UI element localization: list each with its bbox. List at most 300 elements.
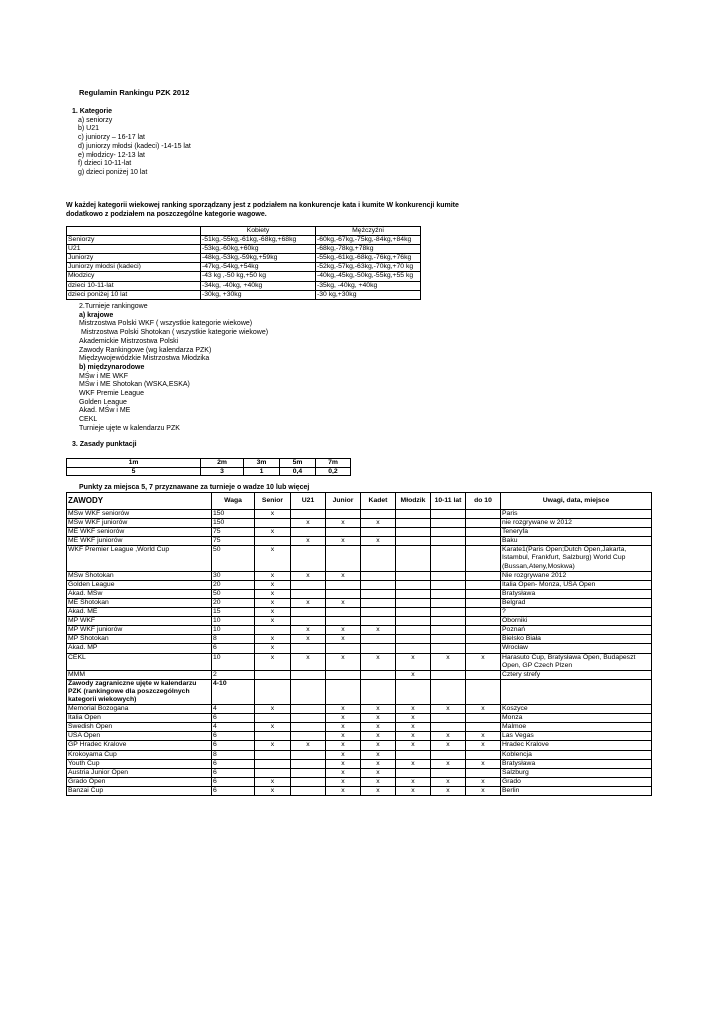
table-row (67, 759, 652, 768)
table-cell (291, 768, 326, 777)
table-cell: x (255, 608, 291, 617)
table-cell: Zawody zagraniczne ujęte w kalendarzu PZK (rankingowe dla poszczególnych kategorii wiekowych) (67, 679, 212, 704)
table-cell (396, 598, 431, 607)
table-row (67, 537, 652, 546)
table-cell (466, 528, 501, 537)
table-cell: x (326, 635, 361, 644)
table-cell: -48kg,-53kg,-59kg,+59kg (201, 254, 316, 263)
table-cell (466, 571, 501, 580)
table-cell: x (361, 626, 396, 635)
table-cell (466, 626, 501, 635)
intro-line-2: dodatkowo z podziałem na poszczególne kategorie wagowe. (66, 211, 267, 218)
table-cell: -52kg,-57kg,-63kg,-70kg,+70 kg (316, 263, 421, 272)
table-cell (291, 786, 326, 795)
table-cell (255, 626, 291, 635)
table-cell: Wrocław (501, 644, 652, 653)
table-cell: x (396, 705, 431, 714)
table-cell: -47kg,-54kg,+54kg (201, 263, 316, 272)
table-cell (291, 759, 326, 768)
table-cell (361, 580, 396, 589)
table-cell: x (326, 768, 361, 777)
table-cell: x (255, 580, 291, 589)
table-cell: x (326, 571, 361, 580)
table-cell: x (431, 653, 466, 670)
table-cell (466, 714, 501, 723)
table-row (67, 777, 652, 786)
list-item: Akademickie Mistrzostwa Polski (79, 337, 179, 345)
table-header-cell: Senior (255, 493, 291, 510)
table-cell: x (361, 705, 396, 714)
table-cell: x (291, 519, 326, 528)
table-cell: x (361, 741, 396, 750)
table-cell: 30 (212, 571, 255, 580)
table-cell: -40kg,-45kg,-50kg,-55kg,+55 kg (316, 272, 421, 281)
table-header-cell: U21 (291, 493, 326, 510)
category-item: d) juniorzy młodsi (kadeci) -14-15 lat (78, 142, 191, 150)
table-cell: x (466, 653, 501, 670)
table-row (67, 723, 652, 732)
table-cell (431, 571, 466, 580)
table-cell (431, 537, 466, 546)
table-cell: x (326, 777, 361, 786)
table-header-cell: Waga (212, 493, 255, 510)
table-cell: Las Vegas (501, 732, 652, 741)
table-cell: x (326, 723, 361, 732)
table-cell: x (255, 617, 291, 626)
table-cell: 6 (212, 644, 255, 653)
table-cell (431, 617, 466, 626)
list-item: Golden League (79, 398, 127, 406)
table-cell: Harasuto Cup, Bratysława Open, Budapeszt Open, GP Czech Plzen (501, 653, 652, 670)
table-cell: 4 (212, 705, 255, 714)
table-header-cell: Uwagi, data, miejsce (501, 493, 652, 510)
table-cell: 50 (212, 589, 255, 598)
table-cell (396, 571, 431, 580)
table-cell: Memorial Bozogana (67, 705, 212, 714)
table-row (67, 786, 652, 795)
table-cell: x (291, 598, 326, 607)
table-cell: Berlin (501, 786, 652, 795)
table-cell: x (431, 759, 466, 768)
table-cell: x (466, 705, 501, 714)
table-cell (291, 670, 326, 679)
table-cell (326, 528, 361, 537)
table-cell: x (396, 670, 431, 679)
table-cell (431, 608, 466, 617)
table-cell: 150 (212, 519, 255, 528)
table-cell (396, 768, 431, 777)
table-cell: x (361, 768, 396, 777)
table-row (67, 236, 421, 245)
table-cell (255, 759, 291, 768)
table-cell: MŚw WKF juniorów (67, 519, 212, 528)
table-cell (291, 510, 326, 519)
table-cell: 50 (212, 546, 255, 571)
table-cell: x (361, 537, 396, 546)
table-cell (396, 519, 431, 528)
table-cell: 0,4 (280, 467, 316, 476)
table-row (67, 608, 652, 617)
table-cell (291, 679, 326, 704)
table-cell: x (396, 759, 431, 768)
table-cell: 5 (67, 467, 201, 476)
table-cell: x (396, 723, 431, 732)
table-cell (466, 670, 501, 679)
category-item: b) U21 (78, 125, 100, 133)
table-header-cell: 2m (201, 459, 244, 468)
table-row (67, 281, 421, 290)
list-item: WKF Premie League (79, 390, 144, 398)
table-cell: Teneryfa (501, 528, 652, 537)
domestic-subheading: a) krajowe (79, 311, 114, 319)
table-cell (466, 598, 501, 607)
table-cell: Bielsko Biała (501, 635, 652, 644)
table-cell (326, 644, 361, 653)
table-row (67, 263, 421, 272)
table-cell (396, 644, 431, 653)
table-header-cell: 1m (67, 459, 201, 468)
categories-heading: 1. Kategorie (72, 108, 113, 115)
table-cell (255, 670, 291, 679)
table-cell: Seniorzy (67, 236, 201, 245)
table-cell (466, 589, 501, 598)
table-cell: Golden League (67, 580, 212, 589)
table-cell: Swedish Open (67, 723, 212, 732)
table-cell: 4-10 (212, 679, 255, 704)
table-cell: x (255, 644, 291, 653)
table-cell: x (361, 732, 396, 741)
table-row (67, 679, 652, 704)
table-cell (361, 679, 396, 704)
table-header-cell: Kadet (361, 493, 396, 510)
table-cell: -60kg,-67kg,-75kg,-84kg,+84kg (316, 236, 421, 245)
table-cell (431, 714, 466, 723)
table-cell (255, 679, 291, 704)
table-cell (431, 580, 466, 589)
table-cell (291, 589, 326, 598)
table-cell: x (291, 741, 326, 750)
table-cell: x (361, 714, 396, 723)
table-cell (326, 617, 361, 626)
table-cell: x (396, 777, 431, 786)
table-row (67, 750, 652, 759)
table-cell: -30 kg,+30kg (316, 290, 421, 299)
table-cell (466, 723, 501, 732)
table-cell: x (361, 723, 396, 732)
table-cell (431, 626, 466, 635)
table-cell (361, 635, 396, 644)
table-cell (466, 608, 501, 617)
table-cell (431, 644, 466, 653)
table-cell: dzieci 10-11-lat (67, 281, 201, 290)
table-row (67, 571, 652, 580)
table-cell (396, 580, 431, 589)
table-cell: Nie rozgrywane 2012 (501, 571, 652, 580)
table-cell: 8 (212, 750, 255, 759)
table-cell: Malmoe (501, 723, 652, 732)
table-cell (291, 580, 326, 589)
table-row (67, 272, 421, 281)
table-cell (361, 670, 396, 679)
category-item: a) seniorzy (78, 116, 113, 124)
table-cell: Belgrad (501, 598, 652, 607)
table-cell: x (431, 732, 466, 741)
international-subheading: b) międzynarodowe (79, 363, 145, 371)
table-cell (431, 723, 466, 732)
table-cell (291, 723, 326, 732)
list-item: Międzywojewódzkie Mistrzostwa Młodzika (79, 355, 210, 363)
table-cell: x (431, 777, 466, 786)
table-cell (431, 635, 466, 644)
table-cell: x (326, 786, 361, 795)
table-cell: x (466, 786, 501, 795)
list-item: Mistrzostwa Polski Shotokan ( wszystkie kategorie wiekowe) (79, 329, 269, 337)
table-row (67, 528, 652, 537)
table-cell: Bratysława (501, 759, 652, 768)
document-title: Regulamin Rankingu PZK 2012 (79, 88, 190, 97)
table-cell: x (396, 741, 431, 750)
table-cell: U21 (67, 245, 201, 254)
intro-line-1: W każdej kategorii wiekowej ranking sporządzany jest z podziałem na konkurencje kata i kumite W konkurencji kumite (66, 202, 459, 209)
table-cell (291, 777, 326, 786)
table-cell (291, 546, 326, 571)
table-cell (291, 528, 326, 537)
table-cell (466, 768, 501, 777)
table-cell (431, 768, 466, 777)
table-cell: Karate1(Paris Open;Dutch Open,Jakarta, Istambul, Frankfurt, Salzburg) World Cup (Bussan,Ateny,Moskwa) (501, 546, 652, 571)
table-cell: x (326, 714, 361, 723)
table-cell (466, 679, 501, 704)
category-item: g) dzieci poniżej 10 lat (78, 168, 148, 176)
table-row (67, 705, 652, 714)
table-cell: x (396, 653, 431, 670)
table-cell: ? (501, 608, 652, 617)
table-row (67, 644, 652, 653)
intro-paragraph (66, 201, 459, 219)
table-cell: 20 (212, 580, 255, 589)
table-cell (361, 598, 396, 607)
table-cell (291, 714, 326, 723)
table-cell: Juniorzy młodsi (kadeci) (67, 263, 201, 272)
table-cell: Austria Junior Open (67, 768, 212, 777)
table-header-cell: ZAWODY (67, 493, 212, 510)
table-cell: x (255, 741, 291, 750)
table-cell: Oborniki (501, 617, 652, 626)
table-cell: 15 (212, 608, 255, 617)
tournaments-section (79, 303, 268, 434)
table-cell: x (361, 777, 396, 786)
table-cell (431, 679, 466, 704)
points-note: Punkty za miejsca 5, 7 przyznawane za turnieje o wadze 10 lub więcej (79, 484, 310, 491)
table-cell (361, 617, 396, 626)
table-cell: dzieci poniżej 10 lat (67, 290, 201, 299)
table-cell (326, 589, 361, 598)
table-cell: 2 (212, 670, 255, 679)
table-cell: x (291, 571, 326, 580)
table-cell: MP WKF juniorów (67, 626, 212, 635)
competitions-table-body (67, 510, 652, 796)
table-cell: x (326, 732, 361, 741)
table-cell: x (291, 537, 326, 546)
table-cell (326, 670, 361, 679)
table-cell: Italia Open- Monza, USA Open (501, 580, 652, 589)
table-cell: x (326, 705, 361, 714)
table-cell: WKF Premier League ,World Cup (67, 546, 212, 571)
table-cell: 8 (212, 635, 255, 644)
list-item: Mistrzostwa Polski WKF ( wszystkie kategorie wiekowe) (79, 320, 253, 328)
table-cell (396, 608, 431, 617)
table-cell (361, 644, 396, 653)
table-cell (326, 679, 361, 704)
table-cell: 150 (212, 510, 255, 519)
category-item: c) juniorzy – 16-17 lat (78, 134, 145, 142)
table-cell: Poznań (501, 626, 652, 635)
table-cell: 75 (212, 537, 255, 546)
table-header-row (67, 227, 421, 236)
table-cell: x (255, 786, 291, 795)
table-cell (431, 528, 466, 537)
list-item: Akad. MŚw i ME (79, 407, 131, 415)
table-cell: Baku (501, 537, 652, 546)
table-cell: Akad. ME (67, 608, 212, 617)
table-cell (361, 510, 396, 519)
table-cell: -30kg, +30kg (201, 290, 316, 299)
table-cell (466, 617, 501, 626)
table-cell: CEKL (67, 653, 212, 670)
table-cell (466, 546, 501, 571)
table-row (67, 653, 652, 670)
table-cell (255, 714, 291, 723)
table-row (67, 732, 652, 741)
table-cell: Grado (501, 777, 652, 786)
table-header-cell: 3m (244, 459, 280, 468)
table-cell: x (255, 589, 291, 598)
table-row (67, 741, 652, 750)
tournaments-heading: 2.Turnieje rankingowe (79, 303, 148, 310)
table-cell: x (255, 546, 291, 571)
table-cell: Młodzicy (67, 272, 201, 281)
table-cell: x (361, 759, 396, 768)
table-cell: x (255, 777, 291, 786)
table-row (67, 546, 652, 571)
table-cell (431, 589, 466, 598)
weight-categories-table (66, 226, 421, 300)
table-cell (466, 580, 501, 589)
table-cell: x (326, 759, 361, 768)
table-cell: Koszyce (501, 705, 652, 714)
table-row (67, 510, 652, 519)
table-row (67, 617, 652, 626)
table-cell (396, 635, 431, 644)
table-cell: x (291, 635, 326, 644)
table-cell: x (326, 537, 361, 546)
table-cell (396, 546, 431, 571)
table-cell: ME WKF juniorów (67, 537, 212, 546)
scoring-heading: 3. Zasady punktacji (72, 441, 137, 448)
table-cell: x (326, 626, 361, 635)
table-cell (255, 768, 291, 777)
table-cell: x (326, 519, 361, 528)
table-cell: x (361, 653, 396, 670)
table-cell: 6 (212, 786, 255, 795)
table-row (67, 768, 652, 777)
table-cell (431, 670, 466, 679)
category-item: e) młodzicy- 12-13 lat (78, 151, 145, 159)
table-header-cell: do 10 (466, 493, 501, 510)
table-cell: nie rozgrywane w 2012 (501, 519, 652, 528)
table-cell: x (255, 528, 291, 537)
table-cell (396, 626, 431, 635)
table-header-cell: 7m (316, 459, 351, 468)
table-cell: x (361, 786, 396, 795)
table-cell (291, 750, 326, 759)
table-cell: x (466, 777, 501, 786)
table-cell: Juniorzy (67, 254, 201, 263)
table-cell: x (326, 750, 361, 759)
table-cell (291, 644, 326, 653)
table-cell: x (326, 598, 361, 607)
table-cell (396, 537, 431, 546)
table-row (67, 290, 421, 299)
table-cell: Akad. MP (67, 644, 212, 653)
table-cell (466, 635, 501, 644)
table-cell (396, 589, 431, 598)
table-row (67, 580, 652, 589)
table-cell: Grado Open (67, 777, 212, 786)
points-table (66, 458, 351, 476)
table-cell (396, 750, 431, 759)
category-item: f) dzieci 10-11-lat (78, 160, 132, 168)
list-item: MŚw i ME Shotokan (WSKA,ESKA) (79, 381, 190, 389)
table-cell (466, 750, 501, 759)
table-cell (396, 528, 431, 537)
table-cell (255, 519, 291, 528)
table-cell: x (361, 519, 396, 528)
table-cell: 6 (212, 777, 255, 786)
table-cell: x (255, 635, 291, 644)
table-cell: -53kg,-60kg,+60kg (201, 245, 316, 254)
table-cell: x (466, 732, 501, 741)
table-cell: x (431, 741, 466, 750)
table-cell: 0,2 (316, 467, 351, 476)
table-cell: ME WKF seniorów (67, 528, 212, 537)
table-cell: x (255, 510, 291, 519)
table-cell (431, 519, 466, 528)
table-row (67, 635, 652, 644)
table-cell: 3 (201, 467, 244, 476)
table-cell: 6 (212, 741, 255, 750)
table-header-cell: 10-11 lat (431, 493, 466, 510)
table-header-cell (67, 227, 201, 236)
list-item: CEKL (79, 416, 98, 424)
table-cell: Youth Cup (67, 759, 212, 768)
table-cell (466, 537, 501, 546)
table-cell: Akad. MŚw (67, 589, 212, 598)
table-cell (466, 644, 501, 653)
table-cell: -68kg,-78kg,+78kg (316, 245, 421, 254)
table-cell (466, 519, 501, 528)
table-cell: x (431, 705, 466, 714)
table-cell (291, 608, 326, 617)
table-cell: 1 (244, 467, 280, 476)
table-cell: 6 (212, 768, 255, 777)
table-cell (431, 598, 466, 607)
table-cell: Italia Open (67, 714, 212, 723)
table-cell: GP Hradec Kralove (67, 741, 212, 750)
table-cell (361, 528, 396, 537)
table-cell: MP Shotokan (67, 635, 212, 644)
table-header-cell: 5m (280, 459, 316, 468)
